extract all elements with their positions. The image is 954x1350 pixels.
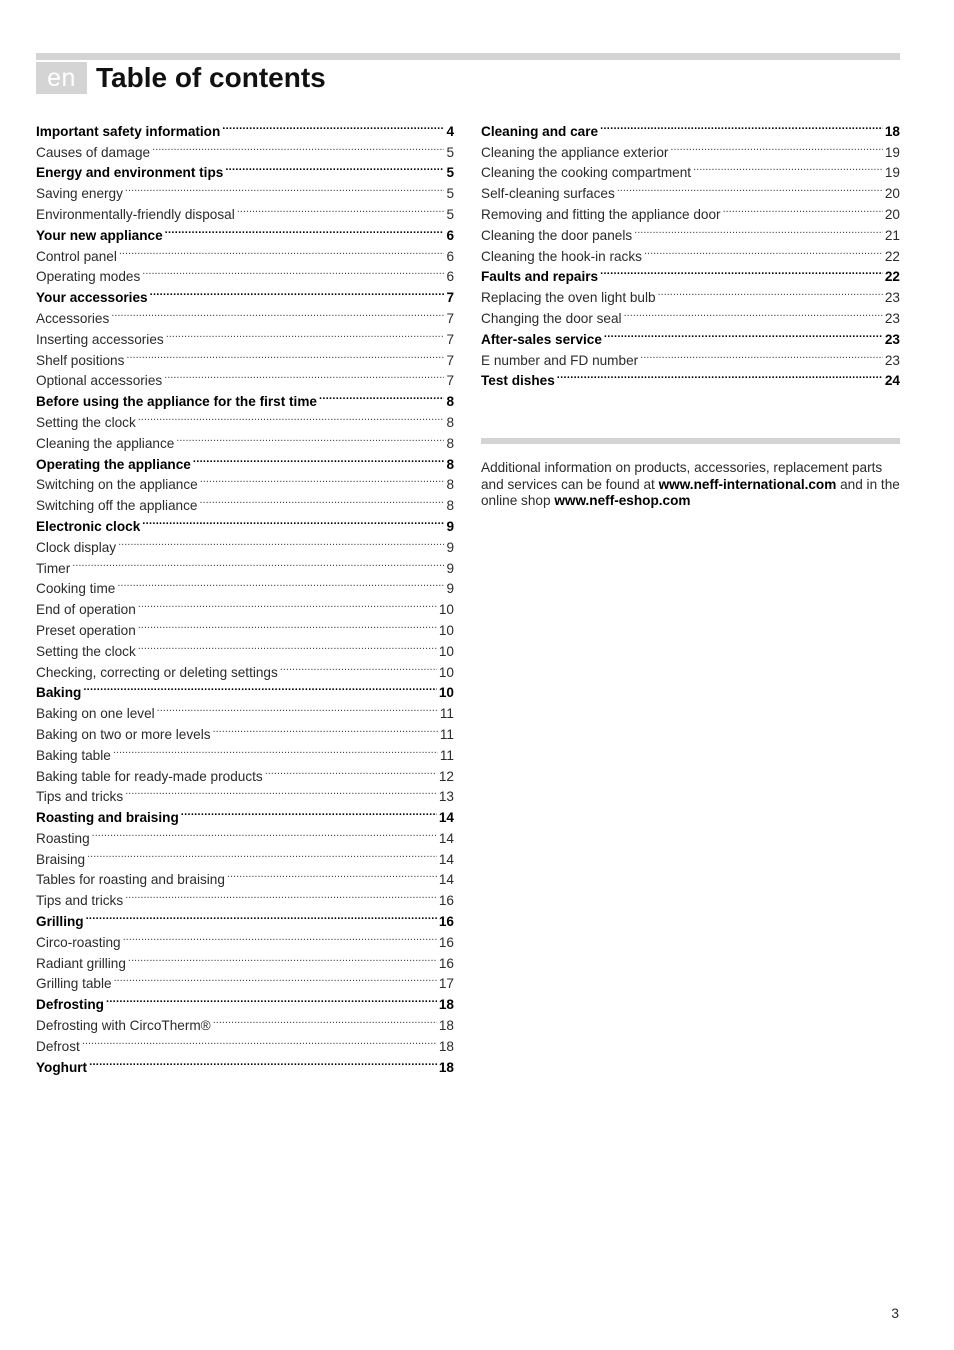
toc-dot-leader — [89, 1051, 437, 1072]
toc-entry[interactable] — [36, 926, 454, 950]
toc-entry-label: End of operation — [36, 602, 136, 618]
toc-entry-page: 20 — [884, 186, 900, 202]
toc-dot-leader — [138, 614, 437, 635]
toc-entry-page: 14 — [438, 810, 454, 826]
toc-entry-page: 10 — [438, 602, 454, 618]
language-badge: en — [36, 62, 87, 94]
toc-entry-page: 11 — [439, 706, 454, 722]
toc-entry-label: Grilling — [36, 914, 84, 930]
toc-entry-label: Baking on two or more levels — [36, 726, 211, 742]
toc-entry-label: Roasting and braising — [36, 810, 179, 826]
info-text-2: and in the online shop — [481, 476, 900, 508]
toc-dot-leader — [200, 469, 445, 490]
toc-dot-leader — [644, 240, 883, 261]
toc-entry-page: 11 — [439, 747, 454, 763]
toc-entry-page: 18 — [438, 1059, 454, 1075]
toc-dot-leader — [634, 219, 883, 240]
toc-entry-label: Cleaning the appliance exterior — [481, 144, 669, 160]
page-header — [36, 62, 326, 94]
toc-entry-page: 10 — [438, 643, 454, 659]
toc-dot-leader — [193, 448, 445, 469]
toc-dot-leader — [600, 261, 883, 282]
toc-dot-leader — [92, 822, 437, 843]
toc-dot-leader — [319, 385, 444, 406]
toc-dot-leader — [600, 115, 883, 136]
toc-dot-leader — [119, 240, 445, 261]
toc-entry[interactable] — [36, 843, 454, 867]
toc-entry-page: 7 — [446, 373, 454, 389]
toc-dot-leader — [128, 947, 437, 968]
toc-entry-label: Switching off the appliance — [36, 498, 198, 514]
toc-entry-label: Causes of damage — [36, 144, 151, 160]
toc-entry-label: Cleaning and care — [481, 123, 599, 139]
toc-entry-page: 22 — [884, 269, 900, 285]
toc-entry-page: 6 — [446, 248, 454, 264]
toc-entry[interactable] — [36, 573, 454, 597]
toc-entry-page: 18 — [884, 123, 900, 139]
toc-entry-page: 8 — [446, 435, 454, 451]
toc-entry-label: Accessories — [36, 310, 110, 326]
toc-dot-leader — [157, 697, 438, 718]
toc-dot-leader — [222, 115, 444, 136]
toc-entry-page: 19 — [884, 165, 900, 181]
toc-dot-leader — [164, 365, 444, 386]
toc-entry-page: 23 — [884, 310, 900, 326]
toc-dot-leader — [152, 136, 444, 157]
toc-section-entry[interactable] — [36, 1051, 454, 1075]
toc-entry-page: 18 — [438, 997, 454, 1013]
toc-entry-label: Cleaning the cooking compartment — [481, 165, 692, 181]
toc-entry-label: Baking table for ready-made products — [36, 768, 263, 784]
toc-entry-label: Faults and repairs — [481, 269, 599, 285]
page-title: Table of contents — [96, 62, 326, 93]
toc-entry-label: Setting the clock — [36, 414, 136, 430]
toc-right-column — [481, 115, 900, 389]
toc-dot-leader — [123, 926, 437, 947]
toc-entry-page: 14 — [438, 851, 454, 867]
toc-dot-leader — [237, 198, 445, 219]
section-divider — [481, 438, 900, 444]
toc-entry-label: Preset operation — [36, 622, 136, 638]
toc-entry-page: 23 — [884, 290, 900, 306]
toc-entry-label: Electronic clock — [36, 518, 141, 534]
toc-entry-page: 11 — [439, 726, 454, 742]
toc-dot-leader — [280, 656, 437, 677]
toc-entry-page: 16 — [438, 955, 454, 971]
toc-entry-label: Yoghurt — [36, 1059, 88, 1075]
toc-entry-page: 20 — [884, 206, 900, 222]
toc-entry-page: 8 — [446, 394, 454, 410]
toc-entry-page: 21 — [884, 227, 900, 243]
toc-entry-page: 12 — [438, 768, 454, 784]
toc-entry[interactable] — [36, 864, 454, 888]
toc-entry-label: Environmentally-friendly disposal — [36, 206, 235, 222]
toc-entry-label: Timer — [36, 560, 71, 576]
toc-entry-page: 10 — [438, 664, 454, 680]
toc-dot-leader — [125, 884, 437, 905]
top-rule — [36, 53, 900, 60]
toc-entry-label: Inserting accessories — [36, 331, 164, 347]
toc-entry-label: Baking — [36, 685, 82, 701]
toc-entry[interactable] — [36, 552, 454, 576]
toc-entry-label: Energy and environment tips — [36, 165, 224, 181]
toc-dot-leader — [125, 177, 445, 198]
toc-dot-leader — [557, 365, 883, 386]
toc-entry-label: Tables for roasting and braising — [36, 872, 225, 888]
toc-section-entry[interactable] — [36, 905, 454, 930]
additional-info — [481, 460, 900, 510]
toc-section-entry[interactable] — [481, 115, 900, 139]
toc-entry-page: 9 — [446, 581, 454, 597]
toc-dot-leader — [87, 843, 437, 864]
toc-dot-leader — [604, 323, 883, 344]
toc-entry-label: Test dishes — [481, 373, 555, 389]
toc-entry-label: Your accessories — [36, 290, 148, 306]
toc-dot-leader — [117, 573, 444, 594]
toc-entry-page: 22 — [884, 248, 900, 264]
toc-entry[interactable] — [36, 697, 454, 722]
toc-entry-page: 19 — [884, 144, 900, 160]
toc-entry-page: 17 — [438, 976, 454, 992]
toc-entry-page: 14 — [438, 872, 454, 888]
toc-entry-page: 5 — [446, 186, 454, 202]
toc-entry-label: E number and FD number — [481, 352, 639, 368]
toc-entry-label: Operating the appliance — [36, 456, 191, 472]
toc-entry-page: 16 — [438, 914, 454, 930]
toc-entry-label: Defrosting — [36, 997, 104, 1013]
toc-entry-page: 16 — [438, 893, 454, 909]
toc-dot-leader — [181, 801, 437, 822]
toc-entry-page: 7 — [446, 352, 454, 368]
toc-entry-label: Checking, correcting or deleting settings — [36, 664, 278, 680]
toc-entry-page: 8 — [446, 498, 454, 514]
toc-entry-page: 6 — [446, 269, 454, 285]
toc-entry-page: 10 — [438, 685, 454, 701]
toc-entry-label: Tips and tricks — [36, 789, 124, 805]
toc-dot-leader — [142, 261, 444, 282]
toc-entry-page: 8 — [446, 456, 454, 472]
toc-entry-label: Cleaning the hook-in racks — [481, 248, 642, 264]
toc-dot-leader — [165, 219, 445, 240]
toc-entry-label: Cleaning the door panels — [481, 227, 633, 243]
toc-entry-page: 24 — [884, 373, 900, 389]
toc-dot-leader — [670, 136, 882, 157]
info-link-international[interactable]: www.neff-international.com — [658, 476, 837, 492]
toc-dot-leader — [723, 198, 883, 219]
toc-entry-page: 14 — [438, 830, 454, 846]
toc-entry-label: Important safety information — [36, 123, 221, 139]
toc-entry-label: Shelf positions — [36, 352, 125, 368]
toc-dot-leader — [126, 344, 444, 365]
toc-entry-label: Before using the appliance for the first time — [36, 394, 317, 410]
toc-dot-leader — [624, 302, 883, 323]
toc-entry-page: 7 — [446, 290, 454, 306]
toc-dot-leader — [640, 344, 883, 365]
toc-entry-page: 8 — [446, 414, 454, 430]
toc-left-column — [36, 115, 454, 1075]
toc-entry-page: 10 — [438, 622, 454, 638]
toc-dot-leader — [227, 864, 437, 885]
toc-entry-label: Removing and fitting the appliance door — [481, 206, 721, 222]
toc-dot-leader — [693, 157, 883, 178]
toc-dot-leader — [72, 552, 444, 573]
toc-entry-page: 18 — [438, 1018, 454, 1034]
toc-dot-leader — [166, 323, 445, 344]
toc-dot-leader — [617, 177, 883, 198]
toc-entry-label: Defrosting with CircoTherm® — [36, 1018, 211, 1034]
toc-dot-leader — [213, 718, 438, 739]
toc-entry-label: Changing the door seal — [481, 310, 622, 326]
toc-entry-page: 8 — [446, 477, 454, 493]
toc-entry-page: 7 — [446, 331, 454, 347]
toc-dot-leader — [150, 281, 445, 302]
toc-entry-label: Clock display — [36, 539, 117, 555]
toc-entry-label: Replacing the oven light bulb — [481, 290, 656, 306]
toc-dot-leader — [83, 677, 437, 698]
toc-dot-leader — [213, 1009, 437, 1030]
toc-entry-label: Self-cleaning surfaces — [481, 186, 615, 202]
toc-entry-label: Optional accessories — [36, 373, 163, 389]
toc-entry-page: 9 — [446, 560, 454, 576]
toc-entry-label: Cooking time — [36, 581, 116, 597]
toc-dot-leader — [142, 510, 444, 531]
toc-entry-page: 5 — [446, 165, 454, 181]
toc-entry-page: 9 — [446, 539, 454, 555]
toc-entry-label: Grilling table — [36, 976, 112, 992]
toc-entry-page: 7 — [446, 310, 454, 326]
toc-entry-page: 5 — [446, 206, 454, 222]
toc-dot-leader — [199, 489, 444, 510]
toc-entry-label: Braising — [36, 851, 86, 867]
toc-entry-page: 23 — [884, 331, 900, 347]
toc-dot-leader — [82, 1030, 437, 1051]
info-link-eshop[interactable]: www.neff-eshop.com — [554, 493, 691, 508]
toc-entry-page: 4 — [446, 123, 454, 139]
toc-dot-leader — [658, 281, 883, 302]
toc-entry-label: Radiant grilling — [36, 955, 126, 971]
toc-dot-leader — [138, 406, 445, 427]
toc-dot-leader — [138, 593, 437, 614]
toc-entry-label: After-sales service — [481, 331, 602, 347]
toc-entry-label: Cleaning the appliance — [36, 435, 175, 451]
toc-entry-page: 16 — [438, 934, 454, 950]
toc-dot-leader — [113, 739, 438, 760]
toc-entry-label: Baking on one level — [36, 706, 155, 722]
toc-entry[interactable] — [36, 1030, 454, 1054]
toc-entry-label: Saving energy — [36, 186, 123, 202]
toc-entry[interactable] — [36, 822, 454, 846]
toc-dot-leader — [111, 302, 444, 323]
toc-entry-label: Circo-roasting — [36, 934, 121, 950]
toc-entry-label: Setting the clock — [36, 643, 136, 659]
toc-entry-page: 5 — [446, 144, 454, 160]
toc-entry-label: Operating modes — [36, 269, 141, 285]
toc-entry-label: Switching on the appliance — [36, 477, 198, 493]
toc-section-entry[interactable] — [36, 677, 454, 701]
toc-entry-page: 23 — [884, 352, 900, 368]
toc-entry-label: Roasting — [36, 830, 90, 846]
toc-dot-leader — [86, 905, 437, 926]
toc-dot-leader — [265, 760, 437, 781]
toc-dot-leader — [118, 531, 444, 552]
toc-entry-label: Defrost — [36, 1038, 80, 1054]
toc-entry-label: Baking table — [36, 747, 111, 763]
toc-entry-page: 6 — [446, 227, 454, 243]
toc-dot-leader — [125, 781, 437, 802]
toc-entry-label: Tips and tricks — [36, 893, 124, 909]
toc-dot-leader — [225, 157, 444, 178]
toc-entry-page: 18 — [438, 1038, 454, 1054]
toc-entry-label: Control panel — [36, 248, 117, 264]
toc-dot-leader — [176, 427, 444, 448]
toc-entry-page: 9 — [446, 518, 454, 534]
toc-entry-label: Your new appliance — [36, 227, 163, 243]
info-text-1: Additional information on products, accessories, replacement parts and services can be found at — [481, 460, 883, 492]
page-number: 3 — [891, 1305, 899, 1321]
toc-dot-leader — [138, 635, 437, 656]
toc-section-entry[interactable] — [36, 115, 454, 139]
toc-entry-page: 13 — [438, 789, 454, 805]
toc-dot-leader — [114, 968, 437, 989]
toc-dot-leader — [106, 988, 437, 1009]
